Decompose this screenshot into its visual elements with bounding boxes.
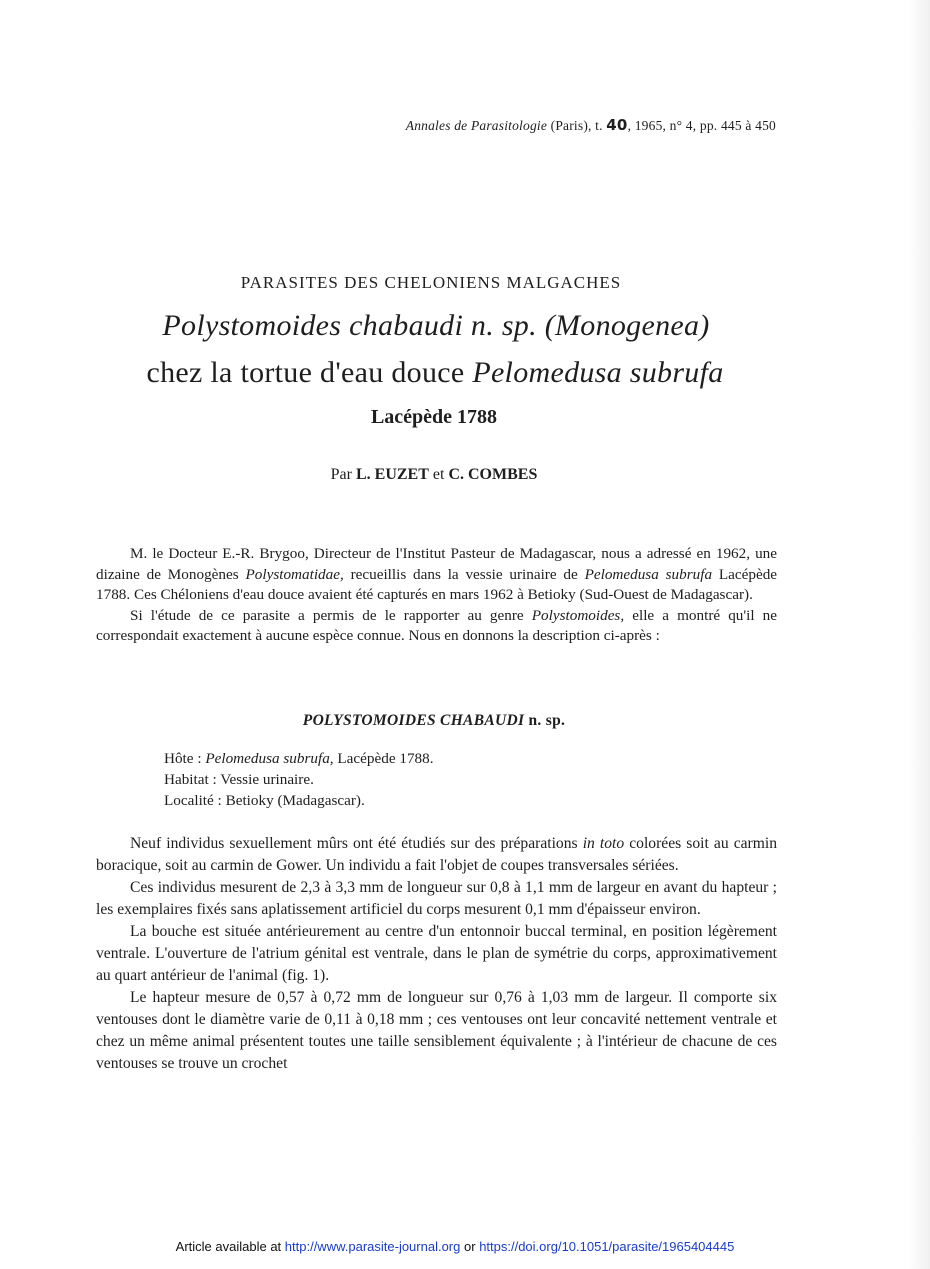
footer-conjunction: or: [464, 1239, 476, 1254]
habitat-value: Vessie urinaire.: [220, 771, 314, 788]
host-label: Hôte :: [164, 750, 202, 767]
article-title-line-2: [0, 356, 870, 390]
intro-p2-text-b: elle a montré qu'il ne correspondait exactement à aucune espèce connue. Nous en donnons la description ci-après :: [96, 606, 778, 644]
journal-name: Annales de Parasitologie: [405, 118, 548, 133]
article-title-line-1: Polystomoides chabaudi n. sp. (Monogenea): [162, 309, 710, 342]
description-section: [96, 833, 777, 1075]
series-title: PARASITES DES CHELONIENS MALGACHES: [240, 273, 622, 292]
author-line: [0, 466, 868, 484]
author-1: L. EUZET: [355, 466, 429, 483]
description-paragraph-4: Le hapteur mesure de 0,57 à 0,72 mm de longueur sur 0,76 à 1,03 mm de largeur. Il comporte six ventouses dont le diamètre varie de 0,11 à 0,18 mm ; ces ventouses ont leur concavité nettement ventrale et chez un même animal présentent toutes une taille sensiblement équivalente ; à l'intérieur de chacune de ces ventouses se trouve un crochet: [96, 989, 777, 1072]
locality-label: Localité :: [164, 792, 222, 809]
author-conjunction: et: [432, 466, 445, 483]
locality-row: [164, 790, 434, 811]
journal-details-b: , 1965, n° 4, pp. 445 à 450: [627, 118, 776, 133]
journal-reference: [300, 116, 776, 134]
species-suffix: n. sp.: [528, 712, 566, 729]
locality-value: Betioky (Madagascar).: [225, 792, 365, 809]
intro-p2-genus: Polystomoides,: [531, 606, 625, 624]
habitat-label: Habitat :: [164, 771, 217, 788]
intro-p2-text-a: Si l'étude de ce parasite a permis de le rapporter au genre: [130, 606, 524, 624]
description-paragraph-1: [96, 833, 777, 877]
host-value: Pelomedusa subrufa,: [205, 750, 334, 767]
species-metadata: [164, 748, 434, 811]
intro-p1-family: Polystomatidae,: [245, 565, 344, 583]
title-line-2-italic: Pelomedusa subrufa: [472, 356, 724, 389]
species-heading: [0, 712, 868, 730]
description-paragraph-2: Ces individus mesurent de 2,3 à 3,3 mm de longueur sur 0,8 à 1,1 mm de largeur en avant du hapteur ; les exemplaires fixés sans aplatissement artificiel du corps mesurent 0,1 mm d'épaisseur environ.: [96, 879, 777, 918]
article-title-line-3: Lacépède 1788: [370, 406, 498, 428]
intro-section: [96, 544, 777, 647]
host-author: Lacépède 1788.: [337, 750, 434, 767]
intro-p1-host: Pelomedusa subrufa: [584, 565, 713, 583]
author-2: C. COMBES: [448, 466, 538, 483]
intro-paragraph-1: [96, 544, 777, 606]
description-paragraph-3: La bouche est située antérieurement au centre d'un entonnoir buccal terminal, en position légèrement ventrale. L'ouverture de l'atrium génital est ventrale, dans le plan de symétrie du corps, approximativement au quart antérieur de l'animal (fig. 1).: [96, 923, 777, 984]
journal-details-a: (Paris), t.: [550, 118, 603, 133]
footer-prefix: Article available at: [175, 1239, 282, 1254]
intro-p1-text-b: recueillis dans la vessie urinaire de: [350, 565, 578, 583]
habitat-row: [164, 769, 434, 790]
desc-p1-text-b: colorées soit au carmin boracique, soit au carmin de Gower. Un individu a fait l'objet de coupes transversales sériées.: [96, 835, 777, 874]
species-name: POLYSTOMOIDES CHABAUDI: [302, 712, 525, 729]
intro-paragraph-2: [96, 606, 777, 647]
desc-p1-italic: in toto: [582, 835, 625, 852]
author-prefix: Par: [330, 466, 352, 483]
footer-link-doi[interactable]: https://doi.org/10.1051/parasite/1965404445: [479, 1239, 735, 1254]
title-line-2-roman: chez la tortue d'eau douce: [146, 356, 465, 389]
intro-p1-text-a: M. le Docteur E.-R. Brygoo, Directeur de l'Institut Pasteur de Madagascar, nous a adressé en 1962, une dizaine de Monogènes: [96, 545, 777, 583]
journal-volume: 40: [606, 116, 628, 134]
footer-availability: [0, 1239, 910, 1254]
footer-link-journal[interactable]: http://www.parasite-journal.org: [284, 1239, 461, 1254]
scan-edge-shadow: [908, 0, 930, 1269]
intro-p1-text-c: Lacépède 1788. Ces Chéloniens d'eau douce avaient été capturés en mars 1962 à Betioky (Sud-Ouest de Madagascar).: [96, 565, 778, 603]
host-row: [164, 748, 434, 769]
desc-p1-text-a: Neuf individus sexuellement mûrs ont été étudiés sur des préparations: [130, 835, 578, 852]
